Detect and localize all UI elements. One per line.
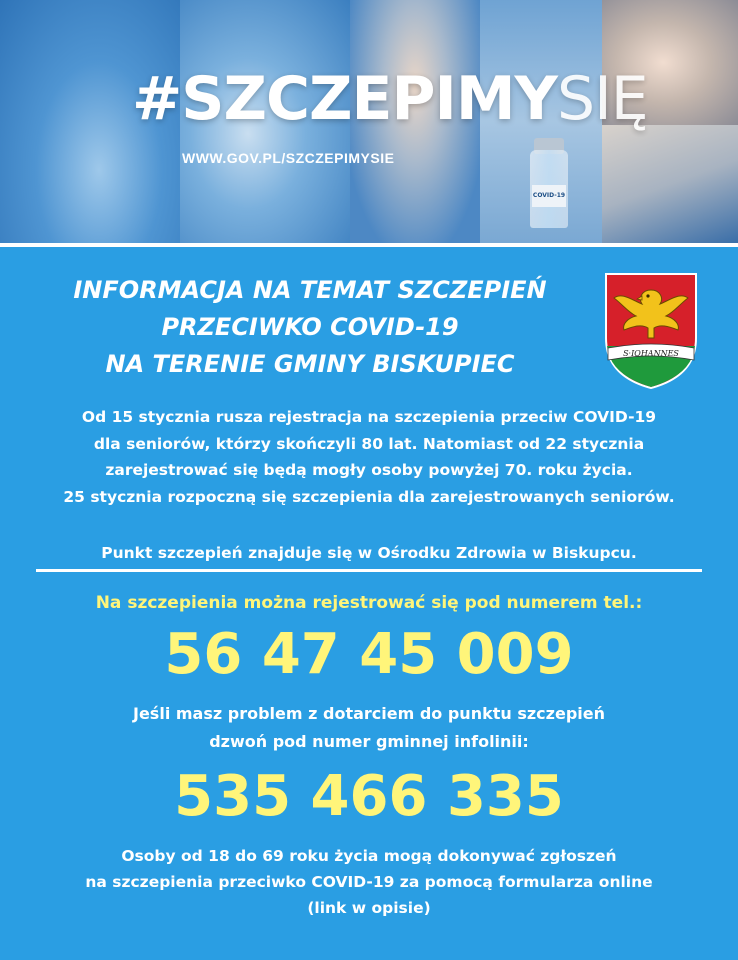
headline-line: PRZECIWKO COVID-19 [161, 313, 459, 341]
hashtag-light: SIĘ [556, 64, 648, 134]
vial-label: COVID-19 [532, 185, 566, 207]
online-line: na szczepienia przeciwko COVID-19 za pomocą formularza online [85, 873, 653, 891]
intro-line: dla seniorów, którzy skończyli 80 lat. Natomiast od 22 stycznia [93, 434, 645, 453]
headline-line: NA TERENIE GMINY BISKUPIEC [105, 350, 515, 378]
headline-line: INFORMACJA NA TEMAT SZCZEPIEŃ [73, 276, 547, 304]
page-headline [20, 272, 600, 383]
banner-divider [0, 243, 738, 247]
infoline-line: Jeśli masz problem z dotarciem do punktu szczepień [133, 704, 605, 723]
online-form-paragraph [0, 843, 738, 921]
intro-line: zarejestrować się będą mogły osoby powyżej 70. roku życia. [105, 461, 633, 479]
crest-ribbon-text: S·IOHANNES [623, 349, 679, 358]
campaign-banner [0, 0, 738, 243]
registration-label: Na szczepienia można rejestrować się pod numerem tel.: [95, 593, 643, 613]
infoline-phone-number: 535 466 335 [174, 764, 564, 829]
coat-of-arms-icon [602, 272, 700, 390]
infoline-line: dzwoń pod numer gminnej infolinii: [209, 732, 529, 751]
vaccination-point-underline [36, 569, 702, 572]
intro-line: Od 15 stycznia rusza rejestracja na szczepienia przeciw COVID-19 [81, 408, 657, 426]
intro-line: 25 stycznia rozpoczną się szczepienia dla zarejestrowanych seniorów. [63, 487, 675, 506]
campaign-url: WWW.GOV.PL/SZCZEPIMYSIE [182, 150, 395, 166]
online-line: (link w opisie) [307, 899, 431, 917]
campaign-hashtag [132, 64, 648, 134]
online-line: Osoby od 18 do 69 roku życia mogą dokonywać zgłoszeń [121, 847, 617, 865]
vaccination-point-text: Punkt szczepień znajduje się w Ośrodku Zdrowia w Biskupcu. [101, 544, 637, 562]
infoline-paragraph [0, 700, 738, 756]
registration-phone-number: 56 47 45 009 [164, 622, 574, 687]
intro-paragraph [10, 404, 728, 510]
banner-photo-injection [602, 125, 738, 243]
hashtag-bold: #SZCZEPIMY [132, 64, 557, 134]
